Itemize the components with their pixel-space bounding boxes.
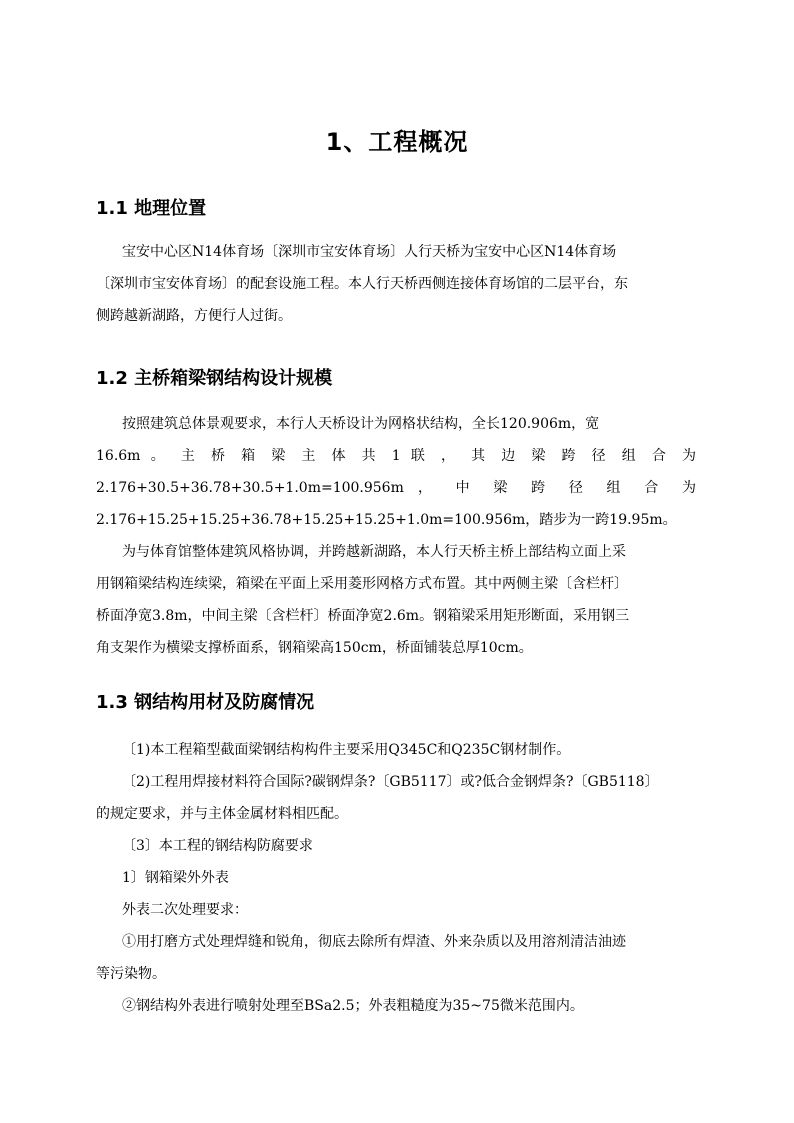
paragraph-line: 2.176+15.25+15.25+36.78+15.25+15.25+1.0m=100.956m，踏步为一跨19.95m。 (96, 512, 677, 528)
paragraph-line: 桥面净宽3.8m，中间主梁〔含栏杆〕桥面净宽2.6m。钢箱梁采用矩形断面，采用钢三 (96, 608, 630, 624)
section-body-1-3 (96, 734, 696, 1022)
paragraph-line: 的规定要求，并与主体金属材料相匹配。 (96, 806, 348, 822)
section-heading-1-1: 1.1 地理位置 (96, 198, 207, 219)
paragraph-line: 〔1)本工程箱型截面梁钢结构构件主要采用Q345C和Q235C钢材制作。 (122, 742, 571, 758)
section-body-1-1 (96, 236, 696, 332)
paragraph-line: 2.176+30.5+36.78+30.5+1.0m=100.956m ， 中 梁 跨 径 组 合 为 (96, 480, 696, 496)
paragraph-line: 1〕钢箱梁外外表 (122, 870, 229, 886)
section-heading-1-3: 1.3 钢结构用材及防腐情况 (96, 692, 315, 713)
paragraph-line: 〔深圳市宝安体育场〕的配套设施工程。本人行天桥西侧连接体育场馆的二层平台，东 (96, 276, 628, 292)
paragraph-line: ②钢结构外表进行喷射处理至BSa2.5；外表粗糙度为35~75微米范围内。 (122, 998, 584, 1014)
paragraph-line: 〔3〕本工程的钢结构防腐要求 (122, 838, 313, 854)
document-title: 1、工程概况 (325, 128, 469, 156)
paragraph-line: 等污染物。 (96, 966, 166, 982)
paragraph-line: 宝安中心区N14体育场〔深圳市宝安体育场〕人行天桥为宝安中心区N14体育场 (122, 244, 617, 260)
section-heading-1-2: 1.2 主桥箱梁钢结构设计规模 (96, 368, 333, 389)
paragraph-line: 按照建筑总体景观要求，本行人天桥设计为网格状结构，全长120.906m，宽 (122, 416, 600, 432)
paragraph-line: 为与体育馆整体建筑风格协调，并跨越新湖路，本人行天桥主桥上部结构立面上采 (122, 544, 626, 560)
paragraph-line: 角支架作为横梁支撑桥面系，钢箱梁高150cm，桥面铺装总厚10cm。 (96, 640, 533, 656)
paragraph-line: 侧跨越新湖路，方便行人过街。 (96, 308, 292, 324)
section-body-1-2 (96, 408, 696, 664)
paragraph-line: 〔2)工程用焊接材料符合国际?碳钢焊条?〔GB5117〕或?低合金钢焊条?〔GB5118〕 (122, 774, 659, 790)
paragraph-line: 外表二次处理要求： (122, 902, 248, 918)
paragraph-line: ①用打磨方式处理焊缝和锐角，彻底去除所有焊渣、外来杂质以及用溶剂清洁油迹 (122, 934, 626, 950)
paragraph-line: 用钢箱梁结构连续梁，箱梁在平面上采用菱形网格方式布置。其中两侧主梁〔含栏杆〕 (96, 576, 628, 592)
paragraph-line: 16.6m 。 主 桥 箱 梁 主 体 共 1 联 ， 其 边 梁 跨 径 组 合 为 (96, 448, 696, 464)
